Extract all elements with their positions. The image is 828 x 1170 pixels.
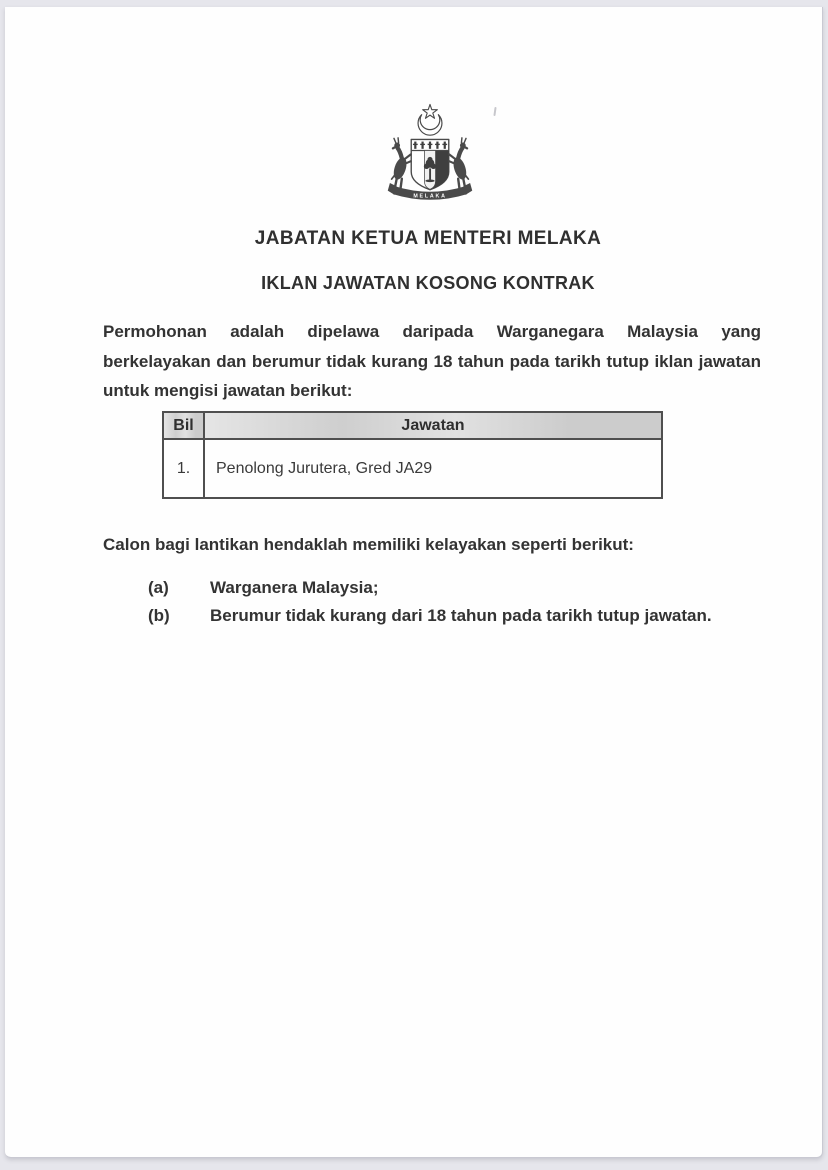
requirement-label-b: (b) [148, 606, 170, 625]
mousedeer-supporter-left [391, 138, 411, 192]
requirement-label-a: (a) [148, 578, 169, 597]
melaka-crest-icon [366, 100, 494, 213]
crescent-icon [418, 115, 442, 135]
mousedeer-supporter-right [449, 138, 469, 192]
requirement-item-a [148, 578, 379, 598]
vacancy-table [162, 411, 663, 499]
intro-paragraph: Permohonan adalah dipelawa daripada Warganegara Malaysia yang berkelayakan dan berumur tidak kurang 18 tahun pada tarikh tutup iklan jawatan untuk mengisi jawatan berikut: [103, 322, 761, 400]
scanned-document-page [5, 7, 823, 1158]
document-title: JABATAN KETUA MENTERI MELAKA [254, 228, 602, 249]
document-subtitle: IKLAN JAWATAN KOSONG KONTRAK [261, 273, 595, 293]
table-header-jawatan: Jawatan [205, 413, 661, 440]
requirement-text-a: Warganera Malaysia; [210, 578, 379, 597]
table-cell-bil: 1. [164, 440, 205, 497]
table-header-bil: Bil [164, 413, 205, 440]
star-icon [423, 104, 438, 118]
scan-artifact [493, 107, 496, 116]
requirement-text-b: Berumur tidak kurang dari 18 tahun pada tarikh tutup jawatan. [210, 606, 712, 625]
requirement-item-b [148, 606, 712, 626]
table-cell-jawatan: Penolong Jurutera, Gred JA29 [216, 459, 433, 477]
banner-text: MELAKA [413, 193, 447, 200]
requirements-intro: Calon bagi lantikan hendaklah memiliki kelayakan seperti berikut: [103, 535, 634, 554]
